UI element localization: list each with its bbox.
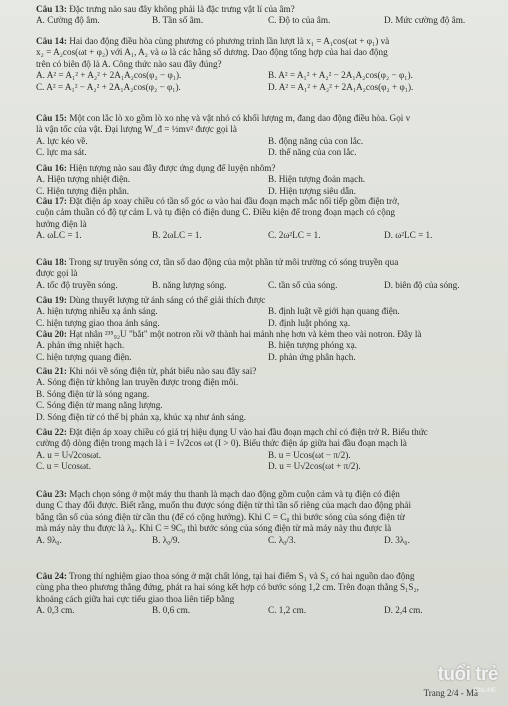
- question-text-line: khoảng cách giữa hai cực tiểu giao thoa liên tiếp bằng: [36, 593, 235, 604]
- answer-option: D. 3λ₀.: [384, 534, 410, 545]
- question-text-line: được gọi là: [36, 268, 78, 279]
- question-text-line: Câu 19: Dùng thuyết lượng tử ánh sáng có thể giải thích được: [36, 295, 266, 305]
- answer-option: B. Tần số âm.: [152, 15, 204, 26]
- answer-row: [36, 389, 500, 400]
- question-text-line: Câu 16: Hiện tượng nào sau đây được ứng dụng để luyện nhôm?: [36, 163, 276, 173]
- question-text-line: cường độ dòng điện trong mạch là i = I√2cos ωt (I > 0). Biểu thức điện áp giữa hai đầu đoạn mạch là: [36, 438, 407, 449]
- question-text-line: Câu 22: Đặt điện áp xoay chiều có giá trị hiệu dụng U vào hai đầu đoạn mạch chỉ có điện trở R. Biểu thức: [36, 427, 428, 437]
- answer-option: C. hiện tượng quang điện.: [36, 351, 132, 362]
- answer-option: B. hiện tượng phóng xạ.: [268, 340, 357, 351]
- answer-option: B. u = Ucos(ωt − π/2).: [268, 449, 351, 460]
- question-text-line: Câu 21: Khi nói về sóng điện từ, phát biểu nào sau đây sai?: [36, 366, 257, 376]
- answer-row: [36, 280, 500, 291]
- answer-option: A. ωLC = 1.: [36, 230, 82, 241]
- question-text-line: dung C thay đổi được. Biết rằng, muốn thu được sóng điện từ thì tần số riêng của mạch dao động phải: [36, 500, 411, 511]
- question-13: [36, 4, 500, 27]
- question-text-line: Câu 23: Mạch chọn sóng ở một máy thu thanh là mạch dao động gồm cuộn cảm và tụ điện có điện: [36, 489, 400, 499]
- question-text-line: cuộn cảm thuần có độ tự cảm L và tụ điện có điện dung C. Điều kiện để trong đoạn mạch có cộng: [36, 207, 396, 218]
- answer-option: A. Sóng điện từ không lan truyền được trong điện môi.: [36, 377, 239, 388]
- question-number: Câu 19:: [36, 295, 67, 305]
- answer-row: [36, 318, 500, 329]
- question-number: Câu 23:: [36, 489, 67, 499]
- answer-option: C. hiện tượng giao thoa ánh sáng.: [36, 317, 160, 328]
- question-24: [36, 571, 500, 617]
- answer-row: [36, 412, 500, 423]
- answer-option: A. u = U√2cosωt.: [36, 449, 102, 460]
- question-22: [36, 427, 500, 473]
- question-text-line: Câu 13: Đặc trưng nào sau đây không phải là đặc trưng vật lí của âm?: [36, 4, 295, 14]
- question-text-line: bằng tần số của sóng điện từ cần thu (để có cộng hưởng). Khi C = C₀ thì bước sóng của sóng điện từ: [36, 511, 405, 522]
- question-text-line: mà máy này thu được là λ₀. Khi C = 9C₀ thì bước sóng của sóng điện từ mà máy này thu được là: [36, 523, 392, 534]
- answer-row: [36, 15, 500, 26]
- answer-row: [36, 450, 500, 461]
- answer-row: [36, 136, 500, 147]
- question-14: [36, 36, 500, 93]
- answer-row: [36, 70, 500, 81]
- answer-option: C. tần số của sóng.: [268, 279, 338, 290]
- question-text-line: Câu 14: Hai dao động điều hòa cùng phương có phương trình lần lượt là x₁ = A₁cos(ωt + φ₁) và: [36, 36, 390, 46]
- question-number: Câu 21:: [36, 366, 67, 376]
- page-footer: Trang 2/4 - Mã: [423, 688, 478, 698]
- answer-option: D. 2,4 cm.: [384, 605, 423, 616]
- question-21: [36, 366, 500, 423]
- question-18: [36, 257, 500, 291]
- newspaper-logo: tuổi trẻ: [437, 664, 498, 685]
- question-text-line: cùng pha theo phương thẳng đứng, phát ra hai sóng kết hợp có bước sóng 1,2 cm. Trên đoạn thẳng S₁S₂,: [36, 582, 419, 593]
- answer-option: C. 1,2 cm.: [268, 605, 307, 616]
- question-text-line: Câu 15: Một con lắc lò xo gồm lò xo nhẹ và vật nhỏ có khối lượng m, đang dao động điều hòa. Gọi v: [36, 113, 411, 123]
- answer-row: [36, 174, 500, 185]
- answer-option: D. Mức cường độ âm.: [384, 15, 466, 26]
- answer-row: [36, 605, 500, 616]
- question-text-line: x₂ = A₂cos(ωt + φ₂) với A₁, A₂ và ω là các hằng số dương. Dao động tổng hợp của hai dao động: [36, 47, 388, 58]
- answer-option: B. 2ωLC = 1.: [152, 230, 202, 241]
- question-number: Câu 22:: [36, 427, 67, 437]
- answer-option: C. Hiện tượng điện phân.: [36, 185, 130, 196]
- answer-option: C. Độ to của âm.: [268, 15, 331, 26]
- answer-row: [36, 352, 500, 363]
- answer-option: C. u = Ucosωt.: [36, 461, 91, 472]
- answer-option: C. λ₀/3.: [268, 534, 296, 545]
- question-text-line: hưởng điện là: [36, 218, 87, 229]
- answer-option: D. A² = A₁² + A₂² + 2A₁A₂cos(φ₂ + φ₁).: [268, 81, 414, 92]
- newspaper-logo-sub: ONLINE: [473, 688, 496, 694]
- answer-option: C. Sóng điện từ mang năng lượng.: [36, 400, 163, 411]
- question-text-line: Câu 17: Đặt điện áp xoay chiều có tần số góc ω vào hai đầu đoạn mạch mắc nối tiếp gồm điện trở,: [36, 196, 400, 206]
- question-number: Câu 17:: [36, 196, 67, 206]
- answer-row: [36, 306, 500, 317]
- answer-row: [36, 535, 500, 546]
- question-number: Câu 20:: [36, 329, 67, 339]
- question-19: [36, 295, 500, 329]
- question-number: Câu 15:: [36, 113, 67, 123]
- answer-option: B. động năng của con lắc.: [268, 135, 364, 146]
- answer-option: A. phản ứng nhiệt hạch.: [36, 340, 125, 351]
- answer-option: A. tốc độ truyền sóng.: [36, 279, 118, 290]
- answer-option: D. Sóng điện từ có thể bị phản xạ, khúc xạ như ánh sáng.: [36, 411, 247, 422]
- question-number: Câu 24:: [36, 571, 67, 581]
- answer-option: A. lực kéo về.: [36, 135, 88, 146]
- answer-row: [36, 82, 500, 93]
- question-16: [36, 163, 500, 197]
- question-text-line: Câu 18: Trong sự truyền sóng cơ, tần số dao động của một phần tử môi trường có sóng truyền qua: [36, 257, 399, 267]
- answer-option: D. thế năng của con lắc.: [268, 147, 357, 158]
- answer-option: A. Hiện tượng nhiệt điện.: [36, 174, 131, 185]
- question-text-line: trên có biên độ là A. Công thức nào sau đây đúng?: [36, 58, 222, 69]
- question-number: Câu 16:: [36, 163, 67, 173]
- answer-row: [36, 461, 500, 472]
- answer-option: C. A² = A₁² − A₂² + 2A₁A₂cos(φ₂ − φ₁).: [36, 81, 181, 92]
- answer-row: [36, 230, 500, 241]
- answer-option: C. 2ω²LC = 1.: [268, 230, 321, 241]
- answer-option: D. phản ứng phân hạch.: [268, 351, 356, 362]
- answer-option: A. 9λ₀.: [36, 534, 62, 545]
- question-17: [36, 196, 500, 242]
- answer-option: D. định luật phóng xạ.: [268, 317, 351, 328]
- question-text-line: Câu 24: Trong thí nghiệm giao thoa sóng ở mặt chất lỏng, tại hai điểm S₁ và S₂ có hai nguồn dao động: [36, 571, 415, 581]
- answer-option: B. Sóng điện từ là sóng ngang.: [36, 388, 150, 399]
- question-text-line: Câu 20: Hạt nhân ²³⁵₉₂U "bắt" một notron rồi vỡ thành hai mảnh nhẹ hơn và kèm theo vài notron. Đây là: [36, 329, 422, 339]
- answer-option: C. lực ma sát.: [36, 147, 87, 158]
- question-number: Câu 13:: [36, 4, 67, 14]
- answer-option: D. Hiện tượng siêu dẫn.: [268, 185, 356, 196]
- answer-option: D. ω²LC = 1.: [384, 230, 433, 241]
- answer-option: D. u = U√2cos(ωt + π/2).: [268, 461, 361, 472]
- answer-option: B. định luật về giới hạn quang điện.: [268, 306, 400, 317]
- answer-option: A. hiện tượng nhiễu xạ ánh sáng.: [36, 306, 158, 317]
- answer-option: A. A² = A₁² + A₂² + 2A₁A₂cos(φ₂ − φ₁).: [36, 70, 182, 81]
- answer-option: D. biên độ của sóng.: [384, 279, 460, 290]
- answer-row: [36, 400, 500, 411]
- answer-row: [36, 147, 500, 158]
- answer-option: A. 0,3 cm.: [36, 605, 75, 616]
- answer-option: B. năng lượng sóng.: [152, 279, 227, 290]
- question-20: [36, 329, 500, 363]
- question-23: [36, 489, 500, 546]
- answer-option: A. Cường độ âm.: [36, 15, 100, 26]
- question-text-line: là vận tốc của vật. Đại lượng W_đ = ½mv² được gọi là: [36, 124, 237, 135]
- answer-row: [36, 377, 500, 388]
- answer-option: B. λ₀/9.: [152, 534, 180, 545]
- answer-option: B. Hiện tượng đoản mạch.: [268, 174, 366, 185]
- question-15: [36, 113, 500, 159]
- question-number: Câu 18:: [36, 257, 67, 267]
- answer-option: B. 0,6 cm.: [152, 605, 191, 616]
- question-number: Câu 14:: [36, 36, 67, 46]
- answer-row: [36, 340, 500, 351]
- answer-option: B. A² = A₁² + A₂² − 2A₁A₂cos(φ₂ − φ₁).: [268, 70, 413, 81]
